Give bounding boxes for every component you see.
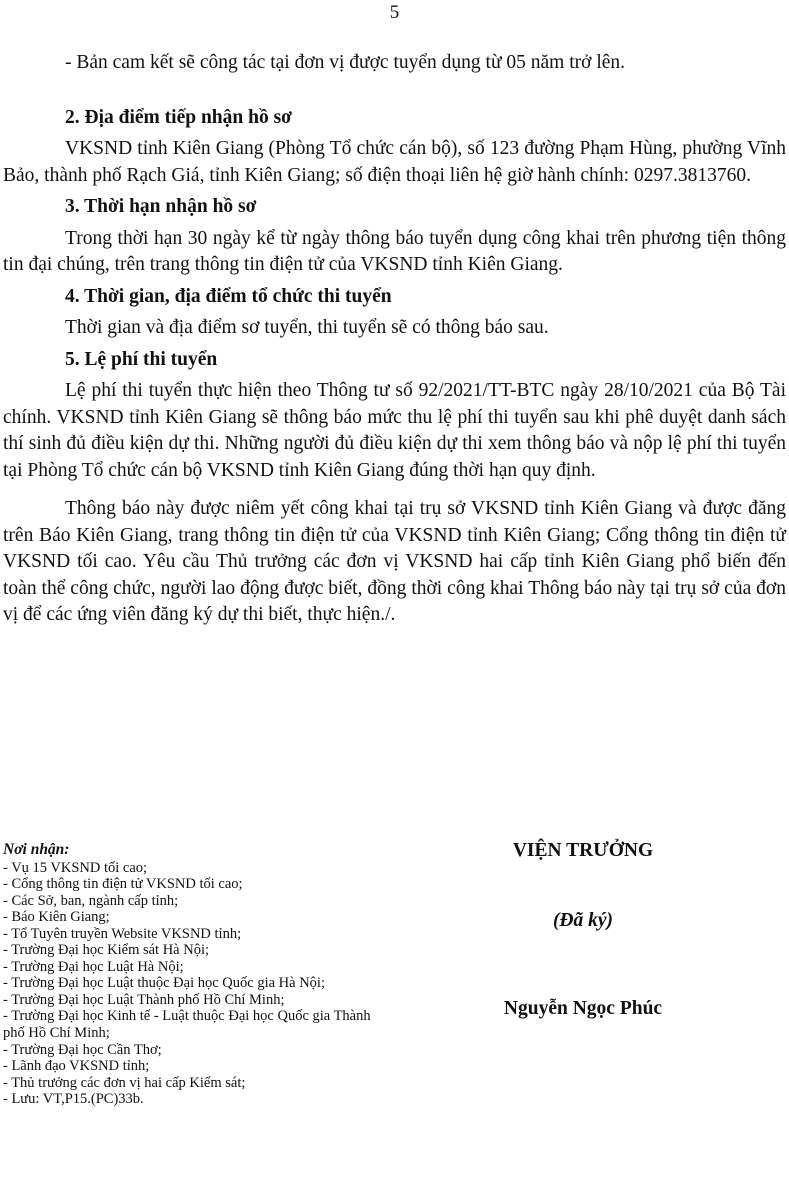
section-2-body: VKSND tỉnh Kiên Giang (Phòng Tổ chức cán bộ), số 123 đường Phạm Hùng, phường Vĩnh Bảo, thành phố Rạch Giá, tỉnh Kiên Giang; số điện thoại liên hệ giờ hành chính: 0297.3813760. bbox=[3, 138, 786, 186]
recipient-item: - Báo Kiên Giang; bbox=[3, 909, 110, 926]
recipient-item: - Các Sở, ban, ngành cấp tỉnh; bbox=[3, 892, 179, 909]
recipient-item: - Trường Đại học Cần Thơ; bbox=[3, 1041, 162, 1058]
recipients-block bbox=[3, 842, 383, 1108]
recipient-item: - Trường Đại học Luật Hà Nội; bbox=[3, 958, 184, 975]
recipient-item: - Tổ Tuyên truyền Website VKSND tỉnh; bbox=[3, 925, 242, 942]
recipient-item: - Cổng thông tin điện tử VKSND tối cao; bbox=[3, 876, 243, 893]
recipient-item: - Trường Đại học Luật thuộc Đại học Quốc gia Hà Nội; bbox=[3, 975, 325, 992]
recipient-item: - Thủ trưởng các đơn vị hai cấp Kiểm sát; bbox=[3, 1074, 246, 1091]
section-2-heading: 2. Địa điểm tiếp nhận hồ sơ bbox=[65, 106, 292, 128]
closing-paragraph: Thông báo này được niêm yết công khai tại trụ sở VKSND tỉnh Kiên Giang và được đăng trên Báo Kiên Giang, trang thông tin điện tử của VKSND tỉnh Kiên Giang; Cổng thông tin điện tử VKSND tối cao. Yêu cầu Thủ trưởng các đơn vị VKSND hai cấp tỉnh Kiên Giang phổ biến đến toàn thể công chức, người lao động được biết, đồng thời công khai Thông báo này tại trụ sở của đơn vị để các ứng viên đăng ký dự thi biết, thực hiện./. bbox=[3, 498, 786, 625]
recipient-item: - Vụ 15 VKSND tối cao; bbox=[3, 859, 148, 876]
signer-title: VIỆN TRƯỞNG bbox=[512, 840, 654, 861]
page-number: 5 bbox=[389, 2, 400, 23]
section-5-heading: 5. Lệ phí thi tuyển bbox=[65, 348, 218, 370]
recipient-item: - Lãnh đạo VKSND tỉnh; bbox=[3, 1058, 150, 1075]
section-4-body: Thời gian và địa điểm sơ tuyển, thi tuyển sẽ có thông báo sau. bbox=[65, 317, 549, 338]
section-3-body: Trong thời hạn 30 ngày kể từ ngày thông báo tuyển dụng công khai trên phương tiện thông tin đại chúng, trên trang thông tin điện tử của VKSND tỉnh Kiên Giang. bbox=[3, 227, 786, 275]
recipient-item: - Lưu: VT,P15.(PC)33b. bbox=[3, 1091, 144, 1108]
recipients-title: Nơi nhận: bbox=[3, 841, 70, 858]
section-5-body: Lệ phí thi tuyển thực hiện theo Thông tư số 92/2021/TT-BTC ngày 28/10/2021 của Bộ Tài chính. VKSND tỉnh Kiên Giang sẽ thông báo mức thu lệ phí thi tuyển sau khi phê duyệt danh sách thí sinh đủ điều kiện dự thi. Những người đủ điều kiện dự thi xem thông báo và nộp lệ phí thi tuyển tại Phòng Tổ chức cán bộ VKSND tỉnh Kiên Giang đúng thời hạn quy định. bbox=[3, 380, 786, 481]
intro-line: - Bản cam kết sẽ công tác tại đơn vị được tuyển dụng từ 05 năm trở lên. bbox=[65, 52, 626, 73]
signature-block bbox=[458, 840, 708, 1020]
recipient-item: - Trường Đại học Luật Thành phố Hồ Chí Minh; bbox=[3, 991, 285, 1008]
section-3-heading: 3. Thời hạn nhận hồ sơ bbox=[65, 196, 257, 217]
signer-name: Nguyễn Ngọc Phúc bbox=[503, 998, 663, 1019]
signature-status: (Đã ký) bbox=[552, 910, 614, 931]
recipient-item: - Trường Đại học Kiểm sát Hà Nội; bbox=[3, 942, 210, 959]
recipient-item: - Trường Đại học Kinh tế - Luật thuộc Đại học Quốc gia Thành phố Hồ Chí Minh; bbox=[3, 1008, 371, 1042]
section-4-heading: 4. Thời gian, địa điểm tổ chức thi tuyển bbox=[65, 285, 392, 307]
document-body bbox=[3, 50, 786, 634]
